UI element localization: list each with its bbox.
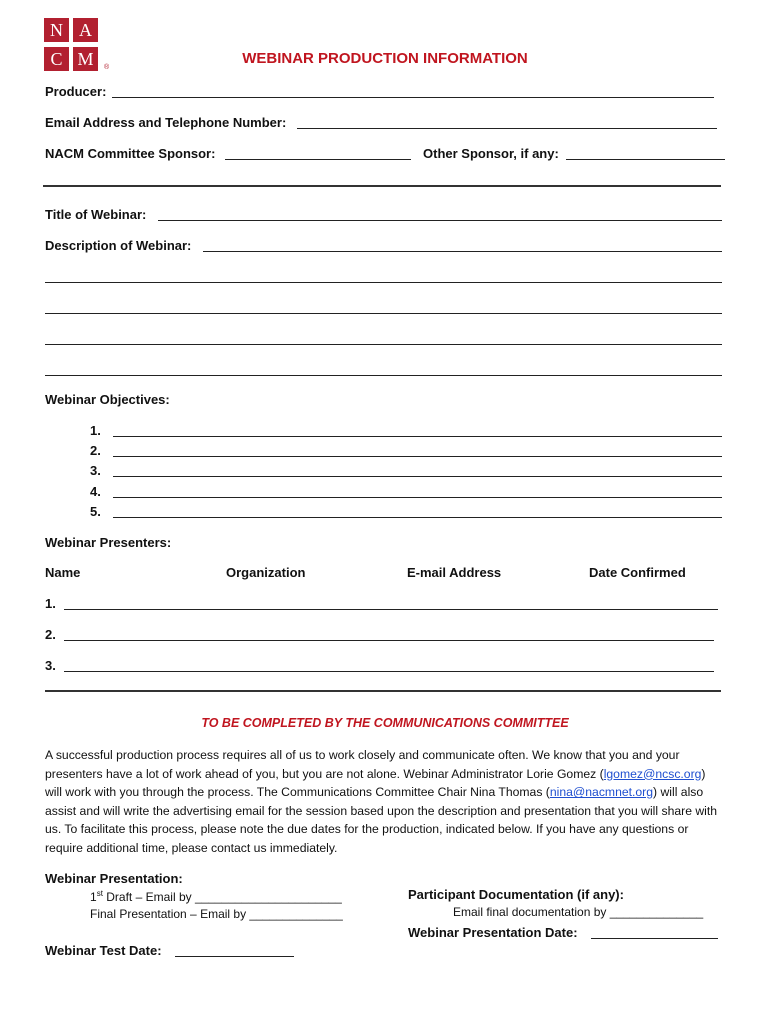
first-draft-line (90, 889, 342, 904)
objective-field[interactable] (113, 476, 722, 477)
col-name: Name (45, 565, 81, 580)
description-line[interactable] (45, 282, 722, 283)
committee-sponsor-field[interactable] (225, 159, 411, 160)
form-title: WEBINAR PRODUCTION INFORMATION (242, 50, 528, 67)
lgomez-email-link[interactable]: lgomez@ncsc.org (603, 766, 702, 781)
participant-email-line: Email final documentation by ______________ (453, 905, 704, 919)
logo-letter: M (73, 47, 98, 71)
objective-number: 2. (90, 443, 101, 458)
paragraph-text: ) will also assist and will write the advertising email for the session based upon the description and presentation that you will share with us. To facilitate this process, please note the due dates for the production, indicated below. If you have any questions or require additional time, please contact us immediately. (45, 785, 718, 855)
description-line[interactable] (45, 375, 722, 376)
participant-heading: Participant Documentation (if any): (408, 887, 624, 902)
presentation-date-field[interactable] (591, 938, 718, 939)
presenter-number: 1. (45, 596, 56, 611)
nina-email-link[interactable]: nina@nacmnet.org (549, 785, 654, 800)
final-presentation-line: Final Presentation – Email by ______________ (90, 907, 343, 921)
objective-number: 3. (90, 463, 101, 478)
other-sponsor-field[interactable] (566, 159, 725, 160)
test-date-field[interactable] (175, 956, 294, 957)
nacm-logo (44, 18, 110, 76)
description-line[interactable] (45, 344, 722, 345)
objective-number: 5. (90, 504, 101, 519)
col-email: E-mail Address (407, 565, 502, 580)
email-phone-label: Email Address and Telephone Number: (45, 115, 287, 130)
paragraph-text: A successful production process requires all of us to work closely and communicate often. We know that you and your presenters have a lot of work ahead of you, but you are not alone. Webinar Administrator Lorie Gomez ( (45, 748, 680, 781)
presenter-field[interactable] (64, 609, 718, 610)
objective-field[interactable] (113, 517, 722, 518)
presenters-label: Webinar Presenters: (45, 535, 172, 550)
col-organization: Organization (226, 565, 306, 580)
producer-label: Producer: (45, 84, 107, 99)
test-date-label: Webinar Test Date: (45, 943, 162, 958)
objective-number: 1. (90, 423, 101, 438)
webinar-title-field[interactable] (158, 220, 722, 221)
email-phone-field[interactable] (297, 128, 717, 129)
section-divider (43, 185, 721, 187)
objective-number: 4. (90, 484, 101, 499)
description-line[interactable] (45, 313, 722, 314)
objective-field[interactable] (113, 497, 722, 498)
other-sponsor-label: Other Sponsor, if any: (423, 146, 559, 161)
presenter-field[interactable] (64, 671, 714, 672)
description-label: Description of Webinar: (45, 238, 192, 253)
producer-field[interactable] (112, 97, 714, 98)
logo-letter: C (44, 47, 69, 71)
presentation-date-label: Webinar Presentation Date: (408, 925, 578, 940)
col-date-confirmed: Date Confirmed (589, 565, 686, 580)
presenter-field[interactable] (64, 640, 714, 641)
description-field[interactable] (203, 251, 722, 252)
presenter-number: 3. (45, 658, 56, 673)
draft-ordinal: st (96, 889, 103, 898)
objective-field[interactable] (113, 436, 722, 437)
section-divider (45, 690, 721, 692)
draft-text: Draft – Email by ______________________ (102, 890, 342, 904)
committee-heading: TO BE COMPLETED BY THE COMMUNICATIONS COMMITTEE (201, 716, 569, 730)
logo-letter: A (73, 18, 98, 42)
paragraph-text: ) will work with you through the process. The Communications Committee Chair Nina Thomas ( (45, 766, 706, 800)
presenter-number: 2. (45, 627, 56, 642)
logo-letter: N (44, 18, 69, 42)
registered-mark: ® (104, 64, 110, 71)
instructions-paragraph (45, 746, 725, 858)
committee-sponsor-label: NACM Committee Sponsor: (45, 146, 216, 161)
draft-number: 1 (90, 890, 97, 904)
objectives-label: Webinar Objectives: (45, 392, 170, 407)
webinar-title-label: Title of Webinar: (45, 207, 147, 222)
objective-field[interactable] (113, 456, 722, 457)
presentation-heading: Webinar Presentation: (45, 871, 183, 886)
